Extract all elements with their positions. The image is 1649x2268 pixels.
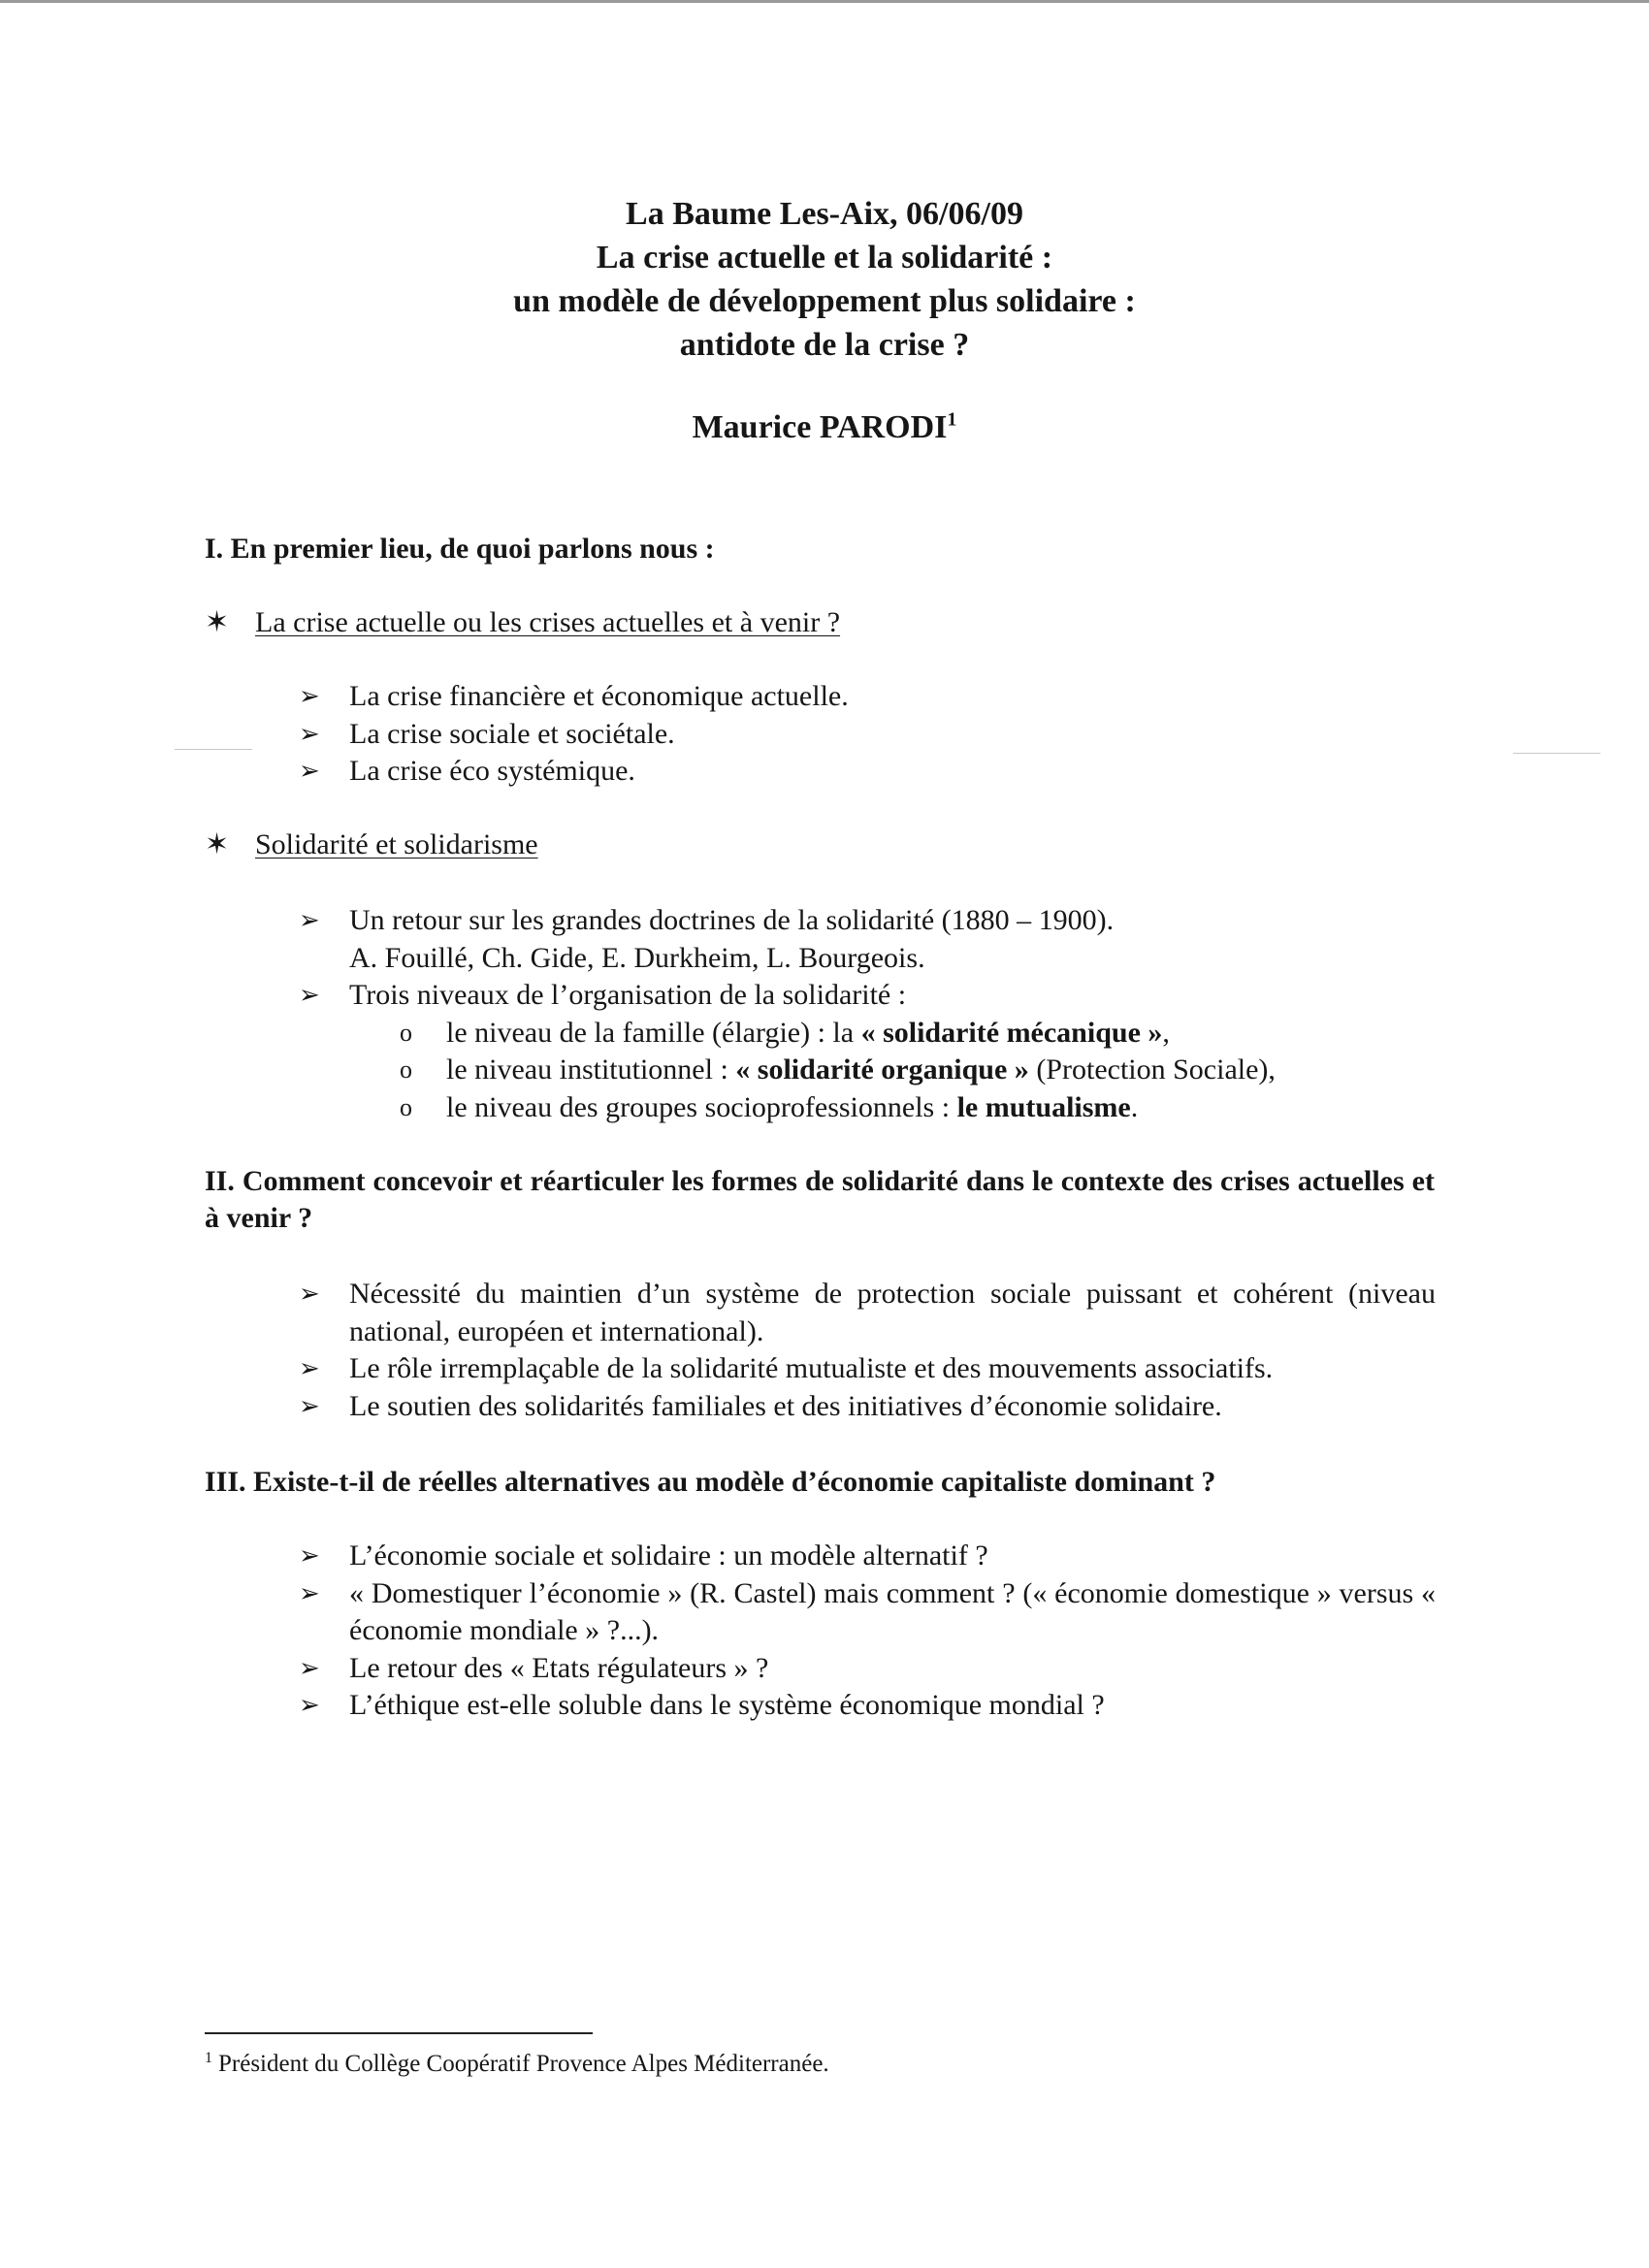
title-place-date: La Baume Les-Aix, 06/06/09 <box>626 196 1023 232</box>
list-item <box>299 1276 1436 1350</box>
list-item-text: La crise éco systémique. <box>349 755 635 787</box>
list-item-text: Un retour sur les grandes doctrines de la solidarité (1880 – 1900). <box>349 904 1115 936</box>
sub-item-bold: « solidarité mécanique » <box>860 1016 1163 1049</box>
list-item-text: Nécessité du maintien d’un système de protection sociale puissant et cohérent (niveau national, européen et international). <box>349 1278 1436 1347</box>
fold-line <box>1513 753 1600 754</box>
arrow-bullet-icon: ➢ <box>299 906 320 934</box>
author-name: Maurice PARODI <box>692 409 948 445</box>
sub-list-item <box>299 1015 1436 1053</box>
section-1-bullet-a <box>205 604 840 641</box>
title-question: antidote de la crise ? <box>679 327 970 363</box>
circle-bullet-icon: o <box>400 1018 412 1047</box>
list-item <box>299 716 1436 754</box>
section-3-heading: III. Existe-t-il de réelles alternatives au modèle d’économie capitaliste dominant ? <box>205 1466 1216 1498</box>
list-item <box>299 977 1436 1015</box>
list-item-text: La crise sociale et sociétale. <box>349 717 675 750</box>
list-item <box>299 1388 1436 1426</box>
star-icon: ✶ <box>205 828 230 860</box>
arrow-bullet-icon: ➢ <box>299 1691 320 1719</box>
sub-item-text: le niveau de la famille (élargie) : la <box>446 1016 861 1049</box>
footnote <box>205 2049 829 2080</box>
list-item-text: La crise financière et économique actuelle. <box>349 680 849 712</box>
section-1-bullet-b <box>205 826 538 863</box>
star-icon: ✶ <box>205 606 230 638</box>
author-footnote-mark: 1 <box>947 408 957 431</box>
list-item <box>299 1350 1436 1388</box>
arrow-bullet-icon: ➢ <box>299 1280 320 1308</box>
title-topic: La crise actuelle et la solidarité : <box>596 240 1053 275</box>
arrow-bullet-icon: ➢ <box>299 1541 320 1570</box>
sub-list-item <box>299 1089 1436 1127</box>
footnote-mark: 1 <box>205 2049 212 2066</box>
sub-list-item <box>299 1052 1436 1089</box>
list-item <box>299 678 1436 716</box>
document-title <box>0 192 1649 367</box>
fold-line <box>175 749 252 750</box>
author <box>0 405 1649 449</box>
list-item-text: Le soutien des solidarités familiales et des initiatives d’économie solidaire. <box>349 1389 1222 1422</box>
arrow-bullet-icon: ➢ <box>299 1354 320 1382</box>
sub-item-bold: le mutualisme <box>956 1090 1131 1123</box>
circle-bullet-icon: o <box>400 1092 412 1121</box>
list-item <box>299 1687 1436 1725</box>
footnote-rule <box>205 2032 593 2034</box>
list-item-text: Le retour des « Etats régulateurs » ? <box>349 1651 769 1684</box>
list-item <box>299 902 1436 977</box>
arrow-bullet-icon: ➢ <box>299 757 320 785</box>
sub-item-bold: « solidarité organique » <box>735 1053 1029 1085</box>
list-item-text: Trois niveaux de l’organisation de la solidarité : <box>349 979 907 1011</box>
sub-item-tail: (Protection Sociale), <box>1028 1053 1276 1085</box>
section-2-list <box>299 1276 1436 1425</box>
list-item <box>299 753 1436 791</box>
list-item-text: L’éthique est-elle soluble dans le système économique mondial ? <box>349 1689 1105 1721</box>
list-item <box>299 1650 1436 1688</box>
sub-item-tail: , <box>1162 1016 1170 1049</box>
bullet-b-label: Solidarité et solidarisme <box>255 828 538 860</box>
circle-bullet-icon: o <box>400 1055 412 1084</box>
list-item-text: L’économie sociale et solidaire : un modèle alternatif ? <box>349 1539 988 1571</box>
list-item-text: « Domestiquer l’économie » (R. Castel) mais comment ? (« économie domestique » versus « économie mondiale » ?...). <box>349 1576 1436 1646</box>
list-item-text: Le rôle irremplaçable de la solidarité mutualiste et des mouvements associatifs. <box>349 1352 1274 1384</box>
list-item <box>299 1575 1436 1650</box>
section-1-heading: I. En premier lieu, de quoi parlons nous : <box>205 533 715 565</box>
footnote-text: Président du Collège Coopératif Provence Alpes Méditerranée. <box>218 2051 829 2077</box>
list-item-authors: A. Fouillé, Ch. Gide, E. Durkheim, L. Bourgeois. <box>349 941 925 974</box>
arrow-bullet-icon: ➢ <box>299 719 320 748</box>
title-subtopic: un modèle de développement plus solidaire : <box>513 283 1136 319</box>
arrow-bullet-icon: ➢ <box>299 1653 320 1682</box>
sub-item-text: le niveau institutionnel : <box>446 1053 736 1085</box>
list-item <box>299 1538 1436 1575</box>
section-3-list <box>299 1538 1436 1725</box>
arrow-bullet-icon: ➢ <box>299 682 320 710</box>
arrow-bullet-icon: ➢ <box>299 981 320 1009</box>
crisis-list <box>299 678 1436 791</box>
sub-item-tail: . <box>1130 1090 1139 1123</box>
bullet-a-label: La crise actuelle ou les crises actuelles et à venir ? <box>255 606 841 638</box>
solidarity-list <box>299 902 1436 1126</box>
arrow-bullet-icon: ➢ <box>299 1391 320 1420</box>
arrow-bullet-icon: ➢ <box>299 1578 320 1607</box>
sub-item-text: le niveau des groupes socioprofessionnels : <box>446 1090 957 1123</box>
section-2-heading: II. Comment concevoir et réarticuler les formes de solidarité dans le contexte des crises actuelles et à venir ? <box>205 1165 1435 1234</box>
